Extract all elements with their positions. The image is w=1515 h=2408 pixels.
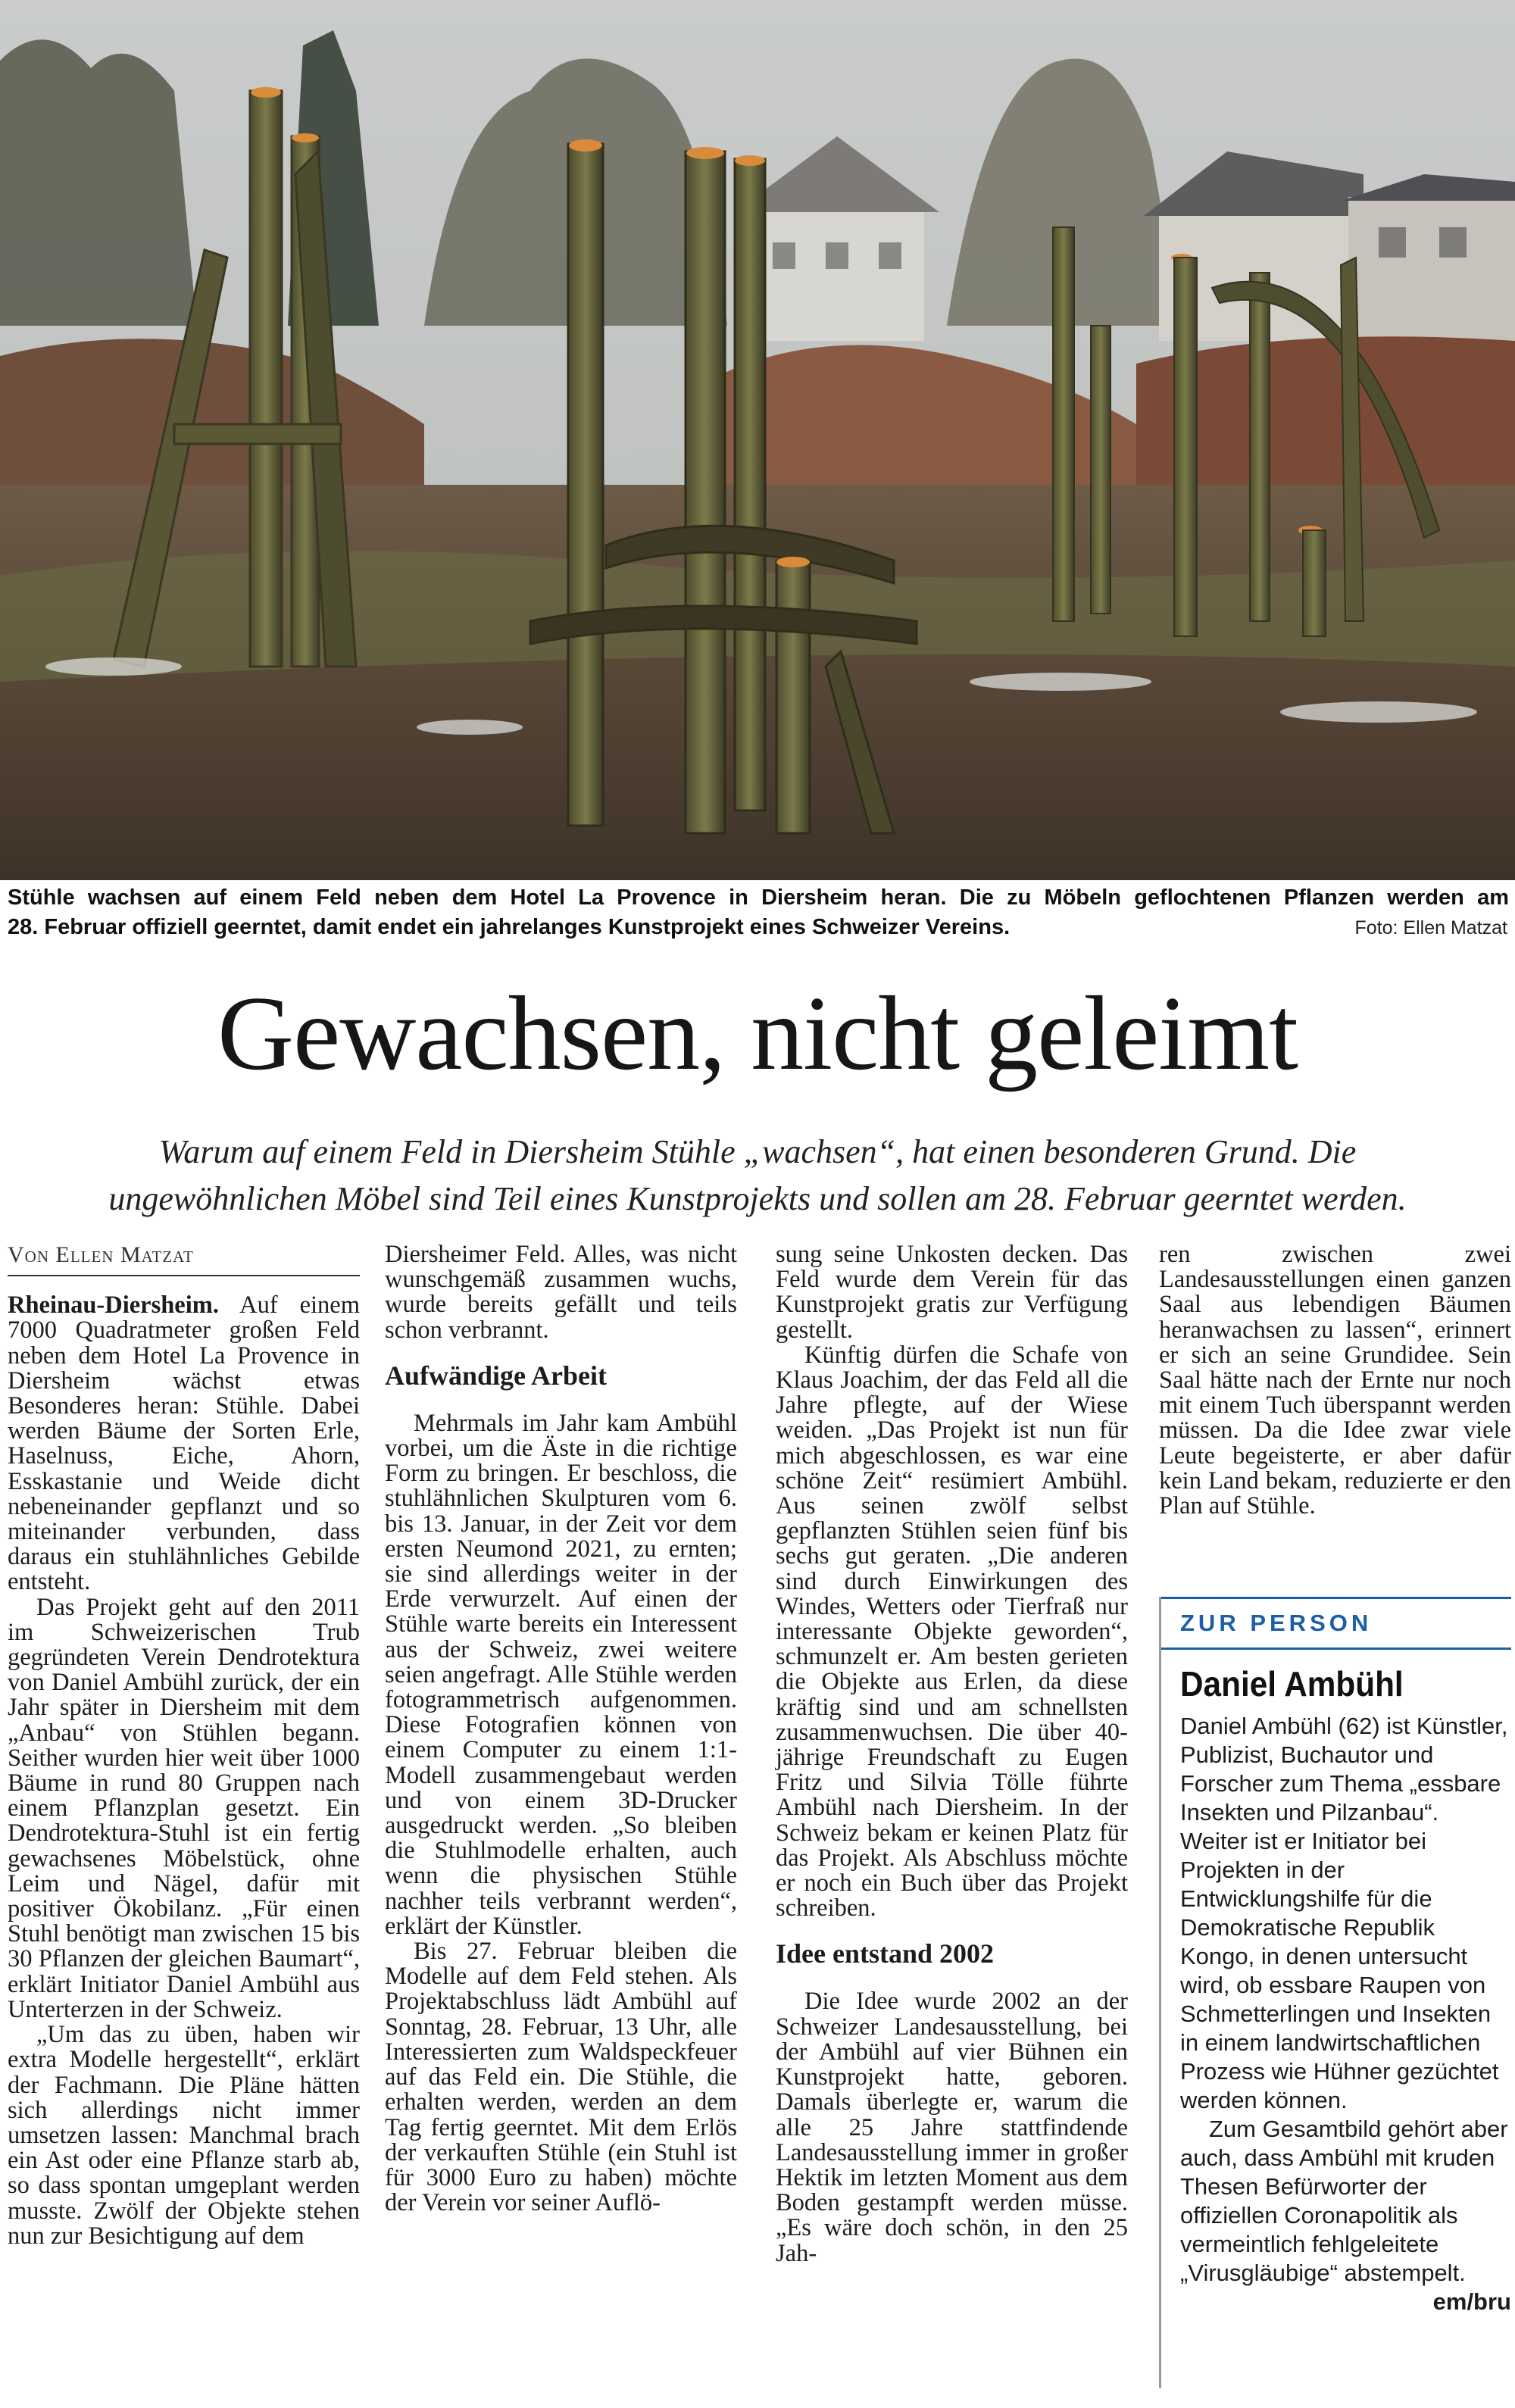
byline: Von Ellen Matzat <box>8 1242 360 1276</box>
subheadline <box>0 1129 1515 1223</box>
caption-line-2: 28. Februar offiziell geerntet, damit endet ein jahrelanges Kunstprojekt eines Schweizer Vereins. <box>8 915 1011 939</box>
person-paragraph: Daniel Ambühl (62) ist Künstler, Publizist, Buchautor und Forscher zum Thema „essbare Insekten und Pilzanbau“. Weiter ist er Initiator bei Projekten in der Entwicklungshilfe für die Demokratische Republik Kongo, in denen untersucht wird, ob essbare Raupen von Schmetterlingen und Insekten in einem landwirtschaftlichen Prozess wie Hühner gezüchtet werden können. <box>1180 1713 1508 2113</box>
box-divider <box>1159 1597 1161 2388</box>
article-paragraph: Mehrmals im Jahr kam Ambühl vorbei, um die Äste in die richtige Form zu bringen. Er beschloss, die stuhlähnlichen Skulpturen vom 6. bis 13. Januar, in der Zeit vor dem ersten Neumond 2021, zu ernten; sie sind allerdings weiter in der Erde verwurzelt. Auf einen der Stühle warte bereits ein Interessent aus der Schweiz, zwei weitere seien angefragt. Alle Stühle werden fotogrammetrisch aufgenommen. Diese Fotografien können von einem Computer zu einem 1:1-Modell zusammengebaut werden und von einem 3D-Drucker ausgedruckt werden. „So bleiben die Stuhlmodelle erhalten, auch wenn die physischen Stühle nachher teils verbrannt werden“, erklärt der Künstler. <box>385 1409 737 1940</box>
article-paragraph: „Um das zu üben, haben wir extra Modelle hergestellt“, erklärt der Fachmann. Die Pläne hätten sich allerdings nicht immer umsetzen lassen: Manchmal brach ein Ast oder eine Pflanze starb ab, so dass spontan umgeplant werden musste. Zwölf der Objekte stehen nun zur Besichtigung auf dem <box>8 2021 360 2250</box>
person-body <box>1180 1712 1511 2316</box>
article-paragraph: Das Projekt geht auf den 2011 im Schweizerischen Trub gegründeten Verein Dendrotektura von Daniel Ambühl zurück, der ein Jahr später in Diersheim mit dem „Anbau“ von Stühlen begann. Seither wurden hier weit über 1000 Bäume in rund 80 Gruppen nach einem Pflanzplan gesetzt. Ein Dendrotektura-Stuhl ist ein fertig gewachsenes Möbelstück, ohne Leim und Nägel, dafür mit positiver Ökobilanz. „Für einen Stuhl benötigt man zwischen 15 bis 30 Pflanzen der gleichen Baumart“, erklärt Initiator Daniel Ambühl aus Unterterzen in der Schweiz. <box>8 1593 360 2023</box>
photo-credit: Foto: Ellen Matzat <box>1354 917 1507 939</box>
author-initials: em/bru <box>1432 2288 1511 2315</box>
caption-line-1: Stühle wachsen auf einem Feld neben dem Hotel La Provence in Diersheim heran. Die zu Möbeln geflochtenen Pflanzen werden am <box>8 885 1509 910</box>
article-paragraph: sung seine Unkosten decken. Das Feld wurde dem Verein für das Kunstprojekt gratis zur Verfügung gestellt. <box>776 1241 1128 1344</box>
section-heading: Idee entstand 2002 <box>776 1938 995 1969</box>
article-photo <box>0 0 1515 880</box>
article-column-2 <box>385 1242 737 2216</box>
dateline: Rheinau-Diersheim. <box>8 1291 219 1320</box>
person-kicker: ZUR PERSON <box>1159 1597 1511 1650</box>
subheadline-line-2: ungewöhnlichen Möbel sind Teil eines Kunstprojekts und sollen am 28. Februar geerntet werden. <box>108 1180 1407 1217</box>
section-heading: Aufwändige Arbeit <box>385 1360 608 1391</box>
paragraph-text: Auf einem 7000 Quadratmeter großen Feld neben dem Hotel La Provence in Diersheim wächst etwas Besonderes heran: Stühle. Dabei werden Bäume der Sorten Erle, Haselnuss, Eiche, Ahorn, Esskastanie und Weide dicht nebeneinander gepflanzt und so miteinander verbunden, dass daraus ein stuhlähnliches Gebilde entsteht. <box>8 1291 360 1596</box>
article-paragraph <box>8 1293 360 1594</box>
paragraph-text: Zum Gesamtbild gehört aber auch, dass Ambühl mit kruden Thesen Befürworter der offiziellen Coronapolitik als vermeintlich fehlgeleitete „Virusgläubige“ abstempelt. <box>1180 2116 1508 2286</box>
article-column-4 <box>1159 1242 1511 1519</box>
person-paragraph <box>1180 2115 1511 2315</box>
article-paragraph: Die Idee wurde 2002 an der Schweizer Landesausstellung, bei der Ambühl auf vier Bühnen ein Kunstprojekt hatte, geboren. Damals überlegte er, warum die alle 25 Jahre stattfindende Landesausstellung immer in großer Hektik im letzten Moment aus dem Boden gestampft werden müsse. „Es wäre doch schön, in den 25 Jah- <box>776 1988 1128 2267</box>
article-paragraph: Künftig dürfen die Schafe von Klaus Joachim, der das Feld all die Jahre pflegte, auf der Wiese weiden. „Das Projekt ist nun für mich abgeschlossen, es war eine schöne Zeit“ resümiert Ambühl. Aus seinen zwölf selbst gepflanzten Stühlen seien fünf bis sechs gut geraten. „Die anderen sind durch Einwirkungen des Windes, Wetters oder Tierfraß nur interessante Objekte geworden“, schmunzelt er. Am besten gerieten die Objekte aus Erlen, da diese kräftig sind und am schnellsten zusammenwuchsen. Die über 40-jährige Freundschaft zu Eugen Fritz und Silvia Tölle führte Ambühl nach Diersheim. In der Schweiz bekam er keinen Platz für das Projekt. Als Abschluss möchte er noch ein Buch über das Projekt schreiben. <box>776 1341 1128 1922</box>
article-paragraph: Diersheimer Feld. Alles, was nicht wunschgemäß zusammen wuchs, wurde bereits gefällt und teils schon verbrannt. <box>385 1241 737 1344</box>
article-column-1 <box>8 1242 360 2249</box>
article-paragraph: ren zwischen zwei Landesausstellungen einen ganzen Saal aus lebendigen Bäumen heranwachsen zu lassen“, erinnert er sich an seine Grundidee. Sein Saal hätte nach der Ernte nur noch mit einem Tuch überspannt werden müssen. Da die Idee zwar viele Leute begeisterte, er aber dafür kein Land bekam, reduzierte er den Plan auf Stühle. <box>1159 1241 1511 1520</box>
person-info-box <box>1159 1597 1511 2316</box>
headline: Gewachsen, nicht geleimt <box>217 975 1298 1092</box>
photo-caption <box>8 883 1509 942</box>
article-column-3 <box>776 1242 1128 2266</box>
article-paragraph: Bis 27. Februar bleiben die Modelle auf dem Feld stehen. Als Projektabschluss lädt Ambühl auf Sonntag, 28. Februar, 13 Uhr, alle Interessierten zum Waldspeckfeuer auf das Feld ein. Die Stühle, die erhalten werden, werden an dem Tag fertig geerntet. Mit dem Erlös der verkauften Stühle (ein Stuhl ist für 3000 Euro zu haben) möchte der Verein vor seiner Auflö- <box>385 1938 737 2217</box>
subheadline-line-1: Warum auf einem Feld in Diersheim Stühle „wachsen“, hat einen besonderen Grund. Die <box>158 1133 1357 1170</box>
person-name: Daniel Ambühl <box>1180 1664 1404 1704</box>
